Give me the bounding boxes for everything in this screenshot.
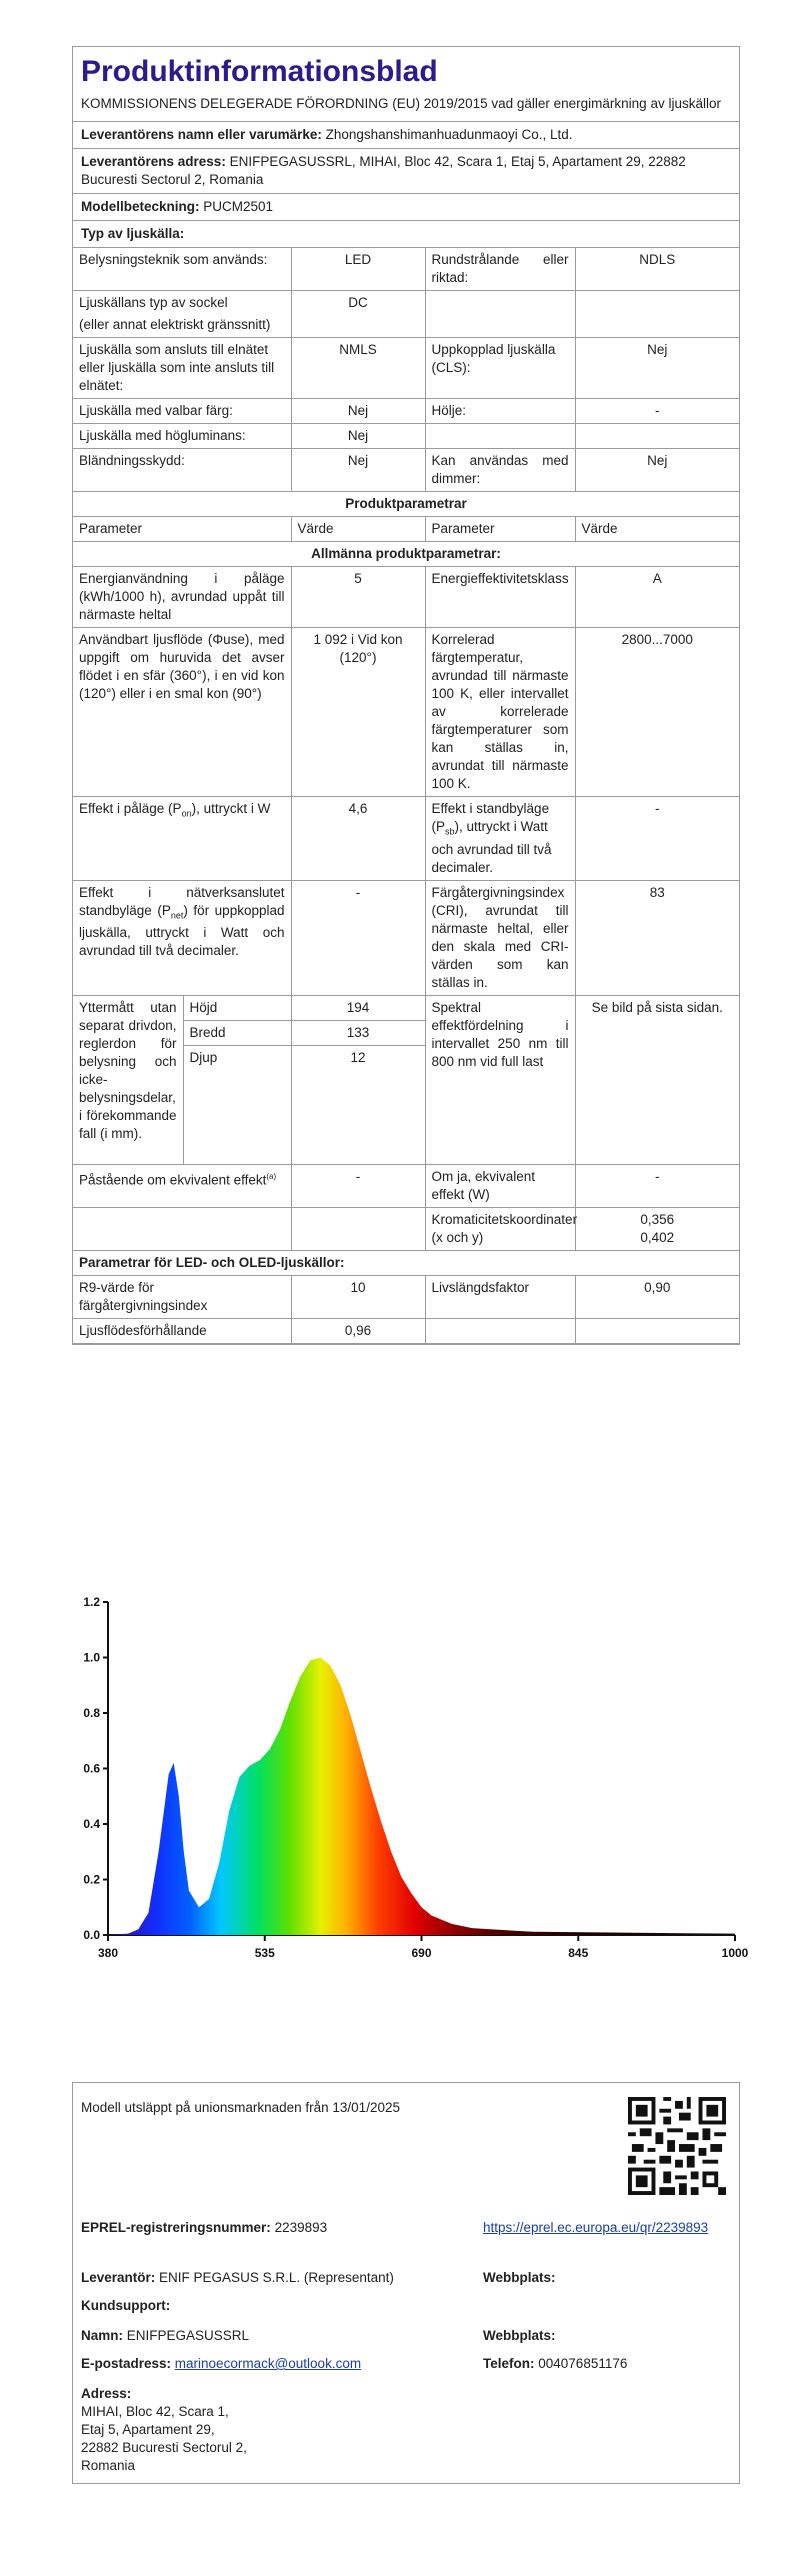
param-cell: Rundstrålande eller riktad:: [425, 248, 575, 291]
page-title: Produktinformationsblad: [81, 55, 438, 88]
header-row: [73, 517, 739, 542]
supplier-name-value: Zhongshanshimanhuadunmaoyi Co., Ltd.: [325, 127, 573, 142]
table-row: [73, 1207, 739, 1250]
column-header: Värde: [291, 517, 425, 542]
supplier-address-value: ENIFPEGASUSSRL, MIHAI, Bloc 42, Scara 1, Etaj 5, Apartament 29, 22882 Bucuresti Sectorul 2, Romania: [81, 154, 686, 187]
param-cell: Ljuskälla med valbar färg:: [73, 399, 291, 424]
spectrum-chart-svg: [60, 1590, 750, 1970]
dimensions-label: Yttermått utan separat drivdon, reglerdon för belysning och icke-belysningsdelar, i förekommande fall (i mm).: [73, 996, 183, 1164]
param-cell: Hölje:: [425, 399, 575, 424]
type-table: [73, 248, 739, 1344]
value-cell: 0,96: [291, 1318, 425, 1343]
label-part: ), uttryckt i W: [191, 801, 271, 816]
y-tick-label: 0.2: [83, 1872, 100, 1887]
param-cell: Kan användas med dimmer:: [425, 449, 575, 492]
width-label: Bredd: [183, 1020, 291, 1045]
x-tick-label: 690: [411, 1946, 432, 1960]
param-cell: Livslängdsfaktor: [425, 1275, 575, 1318]
param-cell: [73, 1207, 291, 1250]
supplier-address-row: [73, 149, 739, 194]
value-cell: 2800...7000: [575, 628, 739, 797]
supplier-label: Leverantör:: [81, 2270, 156, 2285]
x-tick-label: 1000: [721, 1946, 749, 1960]
qr-code-icon[interactable]: [628, 2097, 726, 2195]
param-cell: Ljusflödesförhållande: [73, 1318, 291, 1343]
supplier-name-row: [73, 122, 739, 149]
value-cell: -: [291, 1164, 425, 1207]
param-cell: Bländningsskydd:: [73, 449, 291, 492]
website-label: [483, 2269, 556, 2287]
chroma-x-value: 0,356: [640, 1211, 675, 1227]
label-part: Påstående om ekvivalent effekt: [79, 1172, 267, 1188]
param-cell: Kromaticitetskoordinater (x och y): [425, 1207, 575, 1250]
value-cell: DC: [291, 291, 425, 338]
supplier-value: ENIF PEGASUS S.R.L. (Representant): [159, 2270, 394, 2285]
contact-name-label: Namn:: [81, 2328, 124, 2343]
support-website-label-text: Webbplats:: [483, 2328, 556, 2343]
value-cell: Nej: [575, 449, 739, 492]
eprel-link[interactable]: https://eprel.ec.europa.eu/qr/2239893: [483, 2220, 709, 2235]
eprel-label: EPREL-registreringsnummer:: [81, 2220, 271, 2235]
value-cell: 10: [291, 1275, 425, 1318]
value-cell: Nej: [291, 399, 425, 424]
chroma-y-value: 0,402: [640, 1229, 675, 1245]
param-cell: R9-värde för färgåtergivningsindex: [73, 1275, 291, 1318]
value-cell: NDLS: [575, 248, 739, 291]
support-label: Kundsupport:: [81, 2298, 171, 2313]
param-cell: Färgåtergivningsindex (CRI), avrundat till närmaste heltal, eller den skala med CRI-värden som kan ställas in.: [425, 880, 575, 995]
y-tick-label: 1.2: [83, 1595, 100, 1609]
x-tick-label: 845: [568, 1946, 589, 1960]
value-cell: Nej: [291, 424, 425, 449]
spectrum-area: [108, 1658, 735, 1936]
address-line: Etaj 5, Apartament 29,: [81, 2422, 215, 2437]
email-link[interactable]: marinoecormack@outlook.com: [174, 2356, 362, 2371]
label-subscript: on: [181, 808, 192, 819]
table-row: [73, 424, 739, 449]
x-tick-label: 380: [97, 1946, 119, 1960]
section-row: [73, 542, 739, 567]
eprel-link-wrap: [483, 2219, 719, 2237]
param-cell: Uppkopplad ljuskälla (CLS):: [425, 338, 575, 399]
eprel-row: [81, 2219, 327, 2237]
table-row: [73, 567, 739, 628]
address-line: MIHAI, Bloc 42, Scara 1,: [81, 2404, 229, 2419]
product-information-sheet: [72, 46, 740, 1345]
param-cell: Energieffektivitetsklass: [425, 567, 575, 628]
section-title: Allmänna produktparametrar:: [73, 542, 739, 567]
y-tick-label: 0.8: [83, 1706, 100, 1720]
value-cell: -: [575, 797, 739, 881]
width-value: 133: [292, 1021, 425, 1046]
depth-value: 12: [350, 1049, 366, 1065]
param-cell: [73, 1164, 291, 1207]
param-cell: [425, 424, 575, 449]
y-tick-label: 1.0: [83, 1650, 100, 1665]
param-cell: [73, 291, 291, 338]
supplier-name-label: Leverantörens namn eller varumärke:: [81, 127, 322, 142]
website-label-text: Webbplats:: [483, 2270, 556, 2285]
contact-name-row: [81, 2327, 249, 2345]
param-cell: Korrelerad färgtemperatur, avrundad till närmaste 100 K, eller intervallet av korrelerade färgtemperaturer som kan ställas in, avrundat till närmaste 100 K.: [425, 628, 575, 797]
contact-name-value: ENIFPEGASUSSRL: [126, 2328, 250, 2343]
param-cell: Ljuskälla med högluminans:: [73, 424, 291, 449]
param-cell: Energianvändning i påläge (kWh/1000 h), avrundad uppåt till närmaste heltal: [73, 567, 291, 628]
param-cell: [73, 880, 291, 995]
label-part: ), uttryckt i Watt och avrundad till två decimaler.: [431, 819, 552, 875]
x-tick-label: 535: [254, 1946, 275, 1960]
release-text: Modell utsläppt på unionsmarknaden från 13/01/2025: [81, 2100, 400, 2115]
label-part: Effekt i påläge (P: [79, 801, 182, 816]
table-row: [73, 797, 739, 881]
support-website-label: [483, 2327, 556, 2345]
table-row: [73, 399, 739, 424]
column-header: Parameter: [73, 517, 291, 542]
label-part: Effekt i nätverksanslutet standbyläge (P: [79, 884, 285, 918]
param-cell: Om ja, ekvivalent effekt (W): [425, 1164, 575, 1207]
phone-value: 004076851176: [538, 2356, 628, 2371]
chart-plot: [108, 1658, 735, 1936]
param-cell: [73, 797, 291, 881]
label-subscript: net: [170, 910, 184, 921]
supplier-row: [81, 2269, 394, 2287]
value-cell: 0,90: [575, 1275, 739, 1318]
section-row: [73, 1250, 739, 1275]
value-cell: [575, 424, 739, 449]
y-tick-label: 0.0: [83, 1928, 100, 1942]
socket-label: Ljuskällans typ av sockel: [79, 295, 228, 310]
param-cell: Spektral effektfördelning i intervallet 250 nm till 800 nm vid full last: [425, 995, 575, 1164]
param-cell: Användbart ljusflöde (Φuse), med uppgift om huruvida det avser flödet i en sfär (360°), i en vid kon (120°) eller i en smal kon (90°): [73, 628, 291, 797]
value-cell: A: [575, 567, 739, 628]
height-value: 194: [292, 996, 425, 1021]
section-row: [73, 492, 739, 517]
value-cell: Nej: [575, 338, 739, 399]
table-row: [73, 248, 739, 291]
table-row: [73, 1164, 739, 1207]
table-row: [73, 880, 739, 995]
regulation-text: KOMMISSIONENS DELEGERADE FÖRORDNING (EU) 2019/2015 vad gäller energimärkning av ljuskällor: [73, 93, 739, 122]
value-cell: Se bild på sista sidan.: [575, 995, 739, 1164]
table-row: [73, 628, 739, 797]
param-cell: [425, 291, 575, 338]
y-tick-label: 0.4: [83, 1817, 100, 1831]
eprel-value: 2239893: [274, 2220, 328, 2235]
address-line: 22882 Bucuresti Sectorul 2,: [81, 2440, 247, 2455]
value-cell: Nej: [291, 449, 425, 492]
socket-sublabel: (eller annat elektriskt gränssnitt): [79, 317, 271, 332]
value-cell: LED: [291, 248, 425, 291]
email-row: [81, 2355, 361, 2373]
phone-row: [483, 2355, 627, 2373]
table-row: [73, 338, 739, 399]
footer-panel: [72, 2082, 740, 2484]
phone-label: Telefon:: [483, 2356, 535, 2371]
value-cell: [291, 1207, 425, 1250]
height-label: Höjd: [183, 996, 291, 1021]
value-cell: [575, 1318, 739, 1343]
table-row: [73, 1318, 739, 1343]
email-label: E-postadress:: [81, 2356, 172, 2371]
value-cell: -: [575, 1164, 739, 1207]
dimensions-cell: [73, 995, 291, 1164]
column-header: Värde: [575, 517, 739, 542]
column-header: Parameter: [425, 517, 575, 542]
value-cell: 5: [291, 567, 425, 628]
value-cell: NMLS: [291, 338, 425, 399]
param-cell: [425, 1318, 575, 1343]
value-cell: -: [291, 880, 425, 995]
depth-label: Djup: [189, 1049, 218, 1065]
supplier-address-label: Leverantörens adress:: [81, 154, 226, 169]
label-part: Effekt i standbyläge (P: [431, 801, 550, 834]
address-label: Adress:: [81, 2386, 132, 2401]
spectrum-chart: [60, 1590, 750, 1970]
dimensions-subtable: [73, 996, 291, 1164]
value-cell: [575, 1207, 739, 1250]
table-row: [73, 1275, 739, 1318]
address-block: [81, 2385, 247, 2475]
label-superscript: (a): [266, 1171, 277, 1181]
dimensions-values: [291, 995, 425, 1164]
model-value: PUCM2501: [203, 199, 274, 214]
param-cell: [425, 797, 575, 881]
table-row: [73, 291, 739, 338]
param-cell: Belysningsteknik som används:: [73, 248, 291, 291]
label-subscript: sb: [445, 826, 455, 837]
value-cell: 4,6: [291, 797, 425, 881]
table-row: [73, 449, 739, 492]
section-title: Produktparametrar: [73, 492, 739, 517]
address-line: Romania: [81, 2458, 136, 2473]
section-title: Parametrar för LED- och OLED-ljuskällor:: [73, 1250, 739, 1275]
table-row: [73, 995, 739, 1164]
support-heading: [81, 2297, 170, 2315]
label-part: ) för uppkopplad ljuskälla, uttryckt i Watt och avrundad till två decimaler.: [79, 902, 285, 959]
model-row: [73, 194, 739, 221]
value-cell: 1 092 i Vid kon (120°): [291, 628, 425, 797]
value-cell: [575, 291, 739, 338]
type-label: Typ av ljuskälla:: [81, 226, 185, 241]
value-cell: 83: [575, 880, 739, 995]
value-cell: -: [575, 399, 739, 424]
model-label: Modellbeteckning:: [81, 199, 200, 214]
type-heading: [73, 221, 739, 248]
y-tick-label: 0.6: [83, 1761, 100, 1776]
param-cell: Ljuskälla som ansluts till elnätet eller ljuskälla som inte ansluts till elnätet:: [73, 338, 291, 399]
